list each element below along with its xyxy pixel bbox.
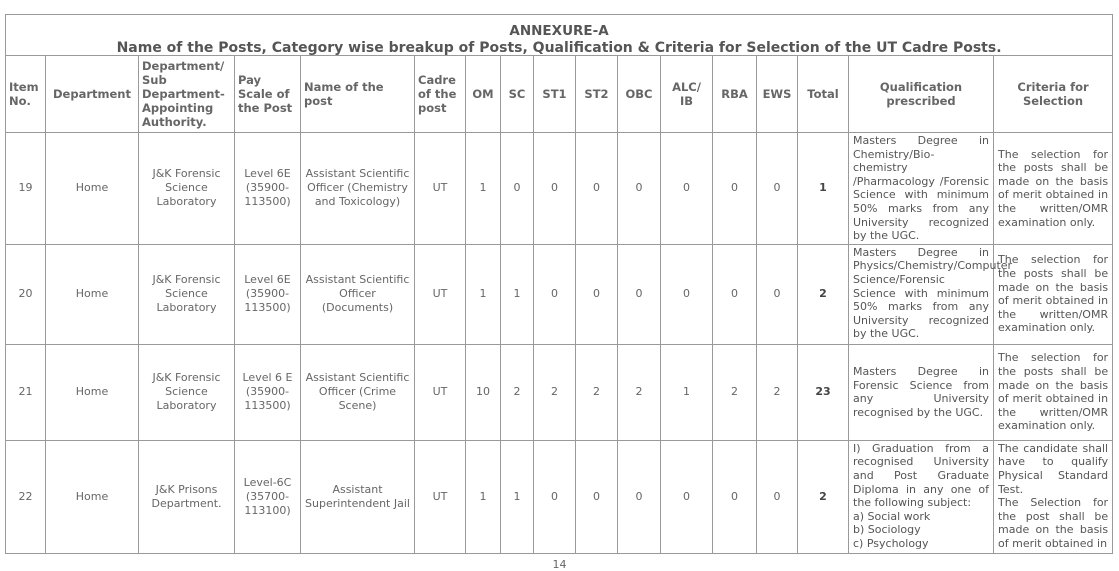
- cell-rba: 0: [713, 133, 757, 245]
- cell-total: 23: [798, 344, 849, 440]
- cell-qualification: Masters Degree in Physics/Chemistry/Computer Science/Forensic Science with minimum 50% marks from any University recognized by the UGC.: [849, 244, 994, 344]
- header-st1: ST1: [534, 56, 576, 133]
- criteria-part-2: The Selection for the post shall be made on the basis of merit obtained in: [998, 496, 1109, 550]
- cell-cadre: UT: [415, 244, 466, 344]
- cell-ews: 0: [757, 133, 798, 245]
- cell-st2: 2: [576, 344, 618, 440]
- cell-om: 1: [466, 244, 501, 344]
- header-total: Total: [798, 56, 849, 133]
- header-qualification: Qualification prescribed: [849, 56, 994, 133]
- cell-cadre: UT: [415, 133, 466, 245]
- cell-cadre: UT: [415, 440, 466, 553]
- cell-obc: 0: [618, 440, 661, 553]
- cell-department: Home: [46, 244, 139, 344]
- cell-sub-department: J&K Prisons Department.: [139, 440, 235, 553]
- cell-total: 1: [798, 133, 849, 245]
- cell-alc-ib: 0: [661, 440, 713, 553]
- cell-item-no: 22: [6, 440, 46, 553]
- cell-total: 2: [798, 440, 849, 553]
- cell-ews: 0: [757, 244, 798, 344]
- cell-pay-scale: Level-6C (35700-113100): [235, 440, 301, 553]
- cell-cadre: UT: [415, 344, 466, 440]
- cell-department: Home: [46, 344, 139, 440]
- header-rba: RBA: [713, 56, 757, 133]
- cell-sub-department: J&K Forensic Science Laboratory: [139, 133, 235, 245]
- cell-post-name: Assistant Superintendent Jail: [301, 440, 415, 553]
- qualification-intro: I) Graduation from a recognised University and Post Graduate Diploma in any one of the following subject:: [853, 441, 989, 510]
- cell-ews: 2: [757, 344, 798, 440]
- cell-sub-department: J&K Forensic Science Laboratory: [139, 344, 235, 440]
- cell-alc-ib: 1: [661, 344, 713, 440]
- qualification-item: b) Sociology: [853, 523, 921, 537]
- header-criteria: Criteria for Selection: [994, 56, 1113, 133]
- cell-total: 2: [798, 244, 849, 344]
- cell-st2: 0: [576, 440, 618, 553]
- cell-item-no: 20: [6, 244, 46, 344]
- cell-st1: 0: [534, 244, 576, 344]
- cell-rba: 2: [713, 344, 757, 440]
- table-row: [6, 244, 1113, 344]
- cell-obc: 0: [618, 244, 661, 344]
- table-row: [6, 440, 1113, 553]
- cell-post-name: Assistant Scientific Officer (Documents): [301, 244, 415, 344]
- annexure-title: ANNEXURE-A: [509, 23, 609, 39]
- cell-post-name: Assistant Scientific Officer (Crime Scene): [301, 344, 415, 440]
- qualification-item: c) Psychology: [853, 536, 929, 550]
- cell-om: 1: [466, 133, 501, 245]
- header-item-no: Item No.: [6, 56, 46, 133]
- annexure-sheet: [5, 14, 1112, 554]
- header-sub-department: Department/ Sub Department- Appointing Authority.: [139, 56, 235, 133]
- cell-qualification: Masters Degree in Forensic Science from any University recognised by the UGC.: [849, 344, 994, 440]
- cell-criteria: The selection for the posts shall be made on the basis of merit obtained in the written/OMR examination only.: [994, 133, 1113, 245]
- header-department: Department: [46, 56, 139, 133]
- qualification-item: a) Social work: [853, 509, 931, 523]
- title-cell: [6, 15, 1113, 56]
- cell-department: Home: [46, 440, 139, 553]
- table-row: [6, 344, 1113, 440]
- cell-qualification: [849, 440, 994, 553]
- header-post-name: Name of the post: [301, 56, 415, 133]
- cell-pay-scale: Level 6E (35900-113500): [235, 244, 301, 344]
- page-number: 14: [552, 558, 567, 571]
- header-row: [6, 56, 1113, 133]
- cell-criteria: [994, 440, 1113, 553]
- cell-st1: 2: [534, 344, 576, 440]
- posts-table: [5, 14, 1113, 554]
- cell-st1: 0: [534, 133, 576, 245]
- header-ews: EWS: [757, 56, 798, 133]
- header-cadre: Cadre of the post: [415, 56, 466, 133]
- cell-obc: 0: [618, 133, 661, 245]
- header-om: OM: [466, 56, 501, 133]
- cell-rba: 0: [713, 244, 757, 344]
- cell-sc: 2: [501, 344, 534, 440]
- cell-ews: 0: [757, 440, 798, 553]
- cell-qualification: Masters Degree in Chemistry/Bio-chemistry /Pharmacology /Forensic Science with minimum 50% marks from any University recognized by the UGC.: [849, 133, 994, 245]
- cell-obc: 2: [618, 344, 661, 440]
- header-pay-scale: Pay Scale of the Post: [235, 56, 301, 133]
- criteria-part-1: The candidate shall have to qualify Physical Standard Test.: [998, 441, 1109, 496]
- cell-sc: 1: [501, 244, 534, 344]
- cell-st2: 0: [576, 244, 618, 344]
- header-obc: OBC: [618, 56, 661, 133]
- cell-item-no: 21: [6, 344, 46, 440]
- table-row: [6, 133, 1113, 245]
- cell-alc-ib: 0: [661, 133, 713, 245]
- document-subtitle: Name of the Posts, Category wise breakup of Posts, Qualification & Criteria for Selection of the UT Cadre Posts.: [116, 40, 1002, 56]
- cell-post-name: Assistant Scientific Officer (Chemistry and Toxicology): [301, 133, 415, 245]
- cell-criteria: The selection for the posts shall be made on the basis of merit obtained in the written/OMR examination only.: [994, 244, 1113, 344]
- cell-department: Home: [46, 133, 139, 245]
- cell-sc: 0: [501, 133, 534, 245]
- cell-st2: 0: [576, 133, 618, 245]
- cell-om: 1: [466, 440, 501, 553]
- cell-pay-scale: Level 6E (35900-113500): [235, 133, 301, 245]
- cell-item-no: 19: [6, 133, 46, 245]
- cell-pay-scale: Level 6 E (35900-113500): [235, 344, 301, 440]
- header-alc-ib: ALC/ IB: [661, 56, 713, 133]
- cell-st1: 0: [534, 440, 576, 553]
- header-sc: SC: [501, 56, 534, 133]
- cell-criteria: The selection for the posts shall be made on the basis of merit obtained in the written/OMR examination only.: [994, 344, 1113, 440]
- title-row: [6, 15, 1113, 56]
- cell-sc: 1: [501, 440, 534, 553]
- cell-alc-ib: 0: [661, 244, 713, 344]
- cell-sub-department: J&K Forensic Science Laboratory: [139, 244, 235, 344]
- header-st2: ST2: [576, 56, 618, 133]
- cell-rba: 0: [713, 440, 757, 553]
- cell-om: 10: [466, 344, 501, 440]
